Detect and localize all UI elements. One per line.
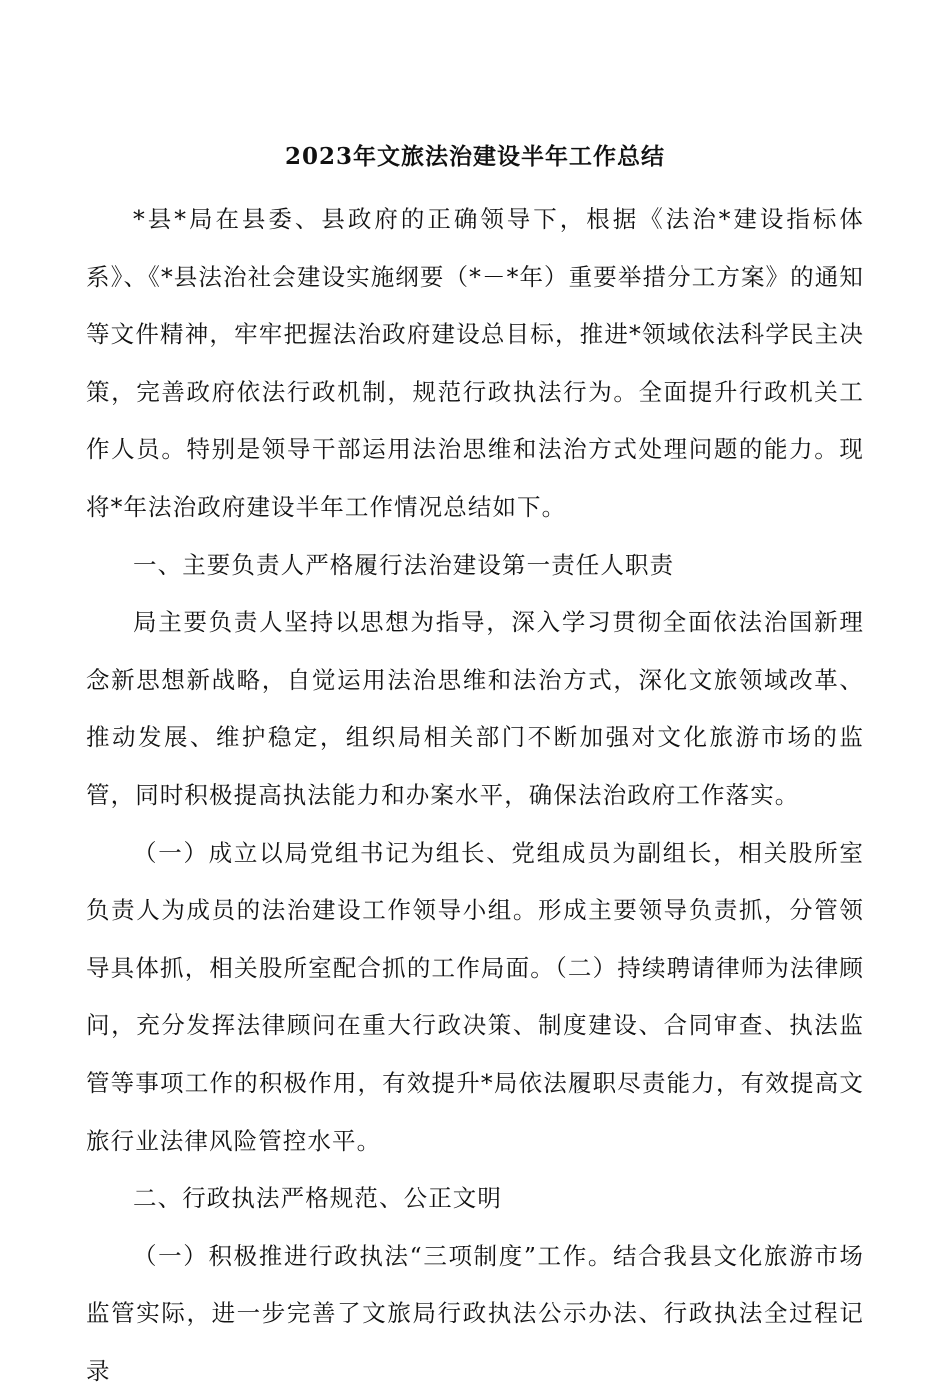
- section-heading-2: 二、行政执法严格规范、公正文明: [133, 1184, 502, 1213]
- document-body: [86, 191, 864, 1400]
- section-heading-1: 一、主要负责人严格履行法治建设第一责任人职责: [133, 550, 675, 579]
- section-2-paragraph: （一）积极推进行政执法“三项制度”工作。结合我县文化旅游市场监管实际，进一步完善了文旅局行政执法公示办法、行政执法全过程记录: [86, 1241, 864, 1385]
- intro-paragraph: *县*局在县委、县政府的正确领导下，根据《法治*建设指标体系》、《*县法治社会建设实施纲要（*－*年）重要举措分工方案》的通知等文件精神，牢牢把握法治政府建设总目标，推进*领域依法科学民主决策，完善政府依法行政机制，规范行政执法行为。全面提升行政机关工作人员。特别是领导干部运用法治思维和法治方式处理问题的能力。现将*年法治政府建设半年工作情况总结如下。: [86, 205, 864, 521]
- section-1-paragraph: 局主要负责人坚持以思想为指导，深入学习贯彻全面依法治国新理念新思想新战略，自觉运用法治思维和法治方式，深化文旅领域改革、推动发展、维护稳定，组织局相关部门不断加强对文化旅游市场的监管，同时积极提高执法能力和办案水平，确保法治政府工作落实。: [86, 608, 864, 809]
- section-1-subitems-paragraph: （一）成立以局党组书记为组长、党组成员为副组长，相关股所室负责人为成员的法治建设工作领导小组。形成主要领导负责抓，分管领导具体抓，相关股所室配合抓的工作局面。（二）持续聘请律师为法律顾问，充分发挥法律顾问在重大行政决策、制度建设、合同审查、执法监管等事项工作的积极作用，有效提升*局依法履职尽责能力，有效提高文旅行业法律风险管控水平。: [86, 838, 864, 1155]
- document-title: 2023年文旅法治建设半年工作总结: [284, 143, 665, 170]
